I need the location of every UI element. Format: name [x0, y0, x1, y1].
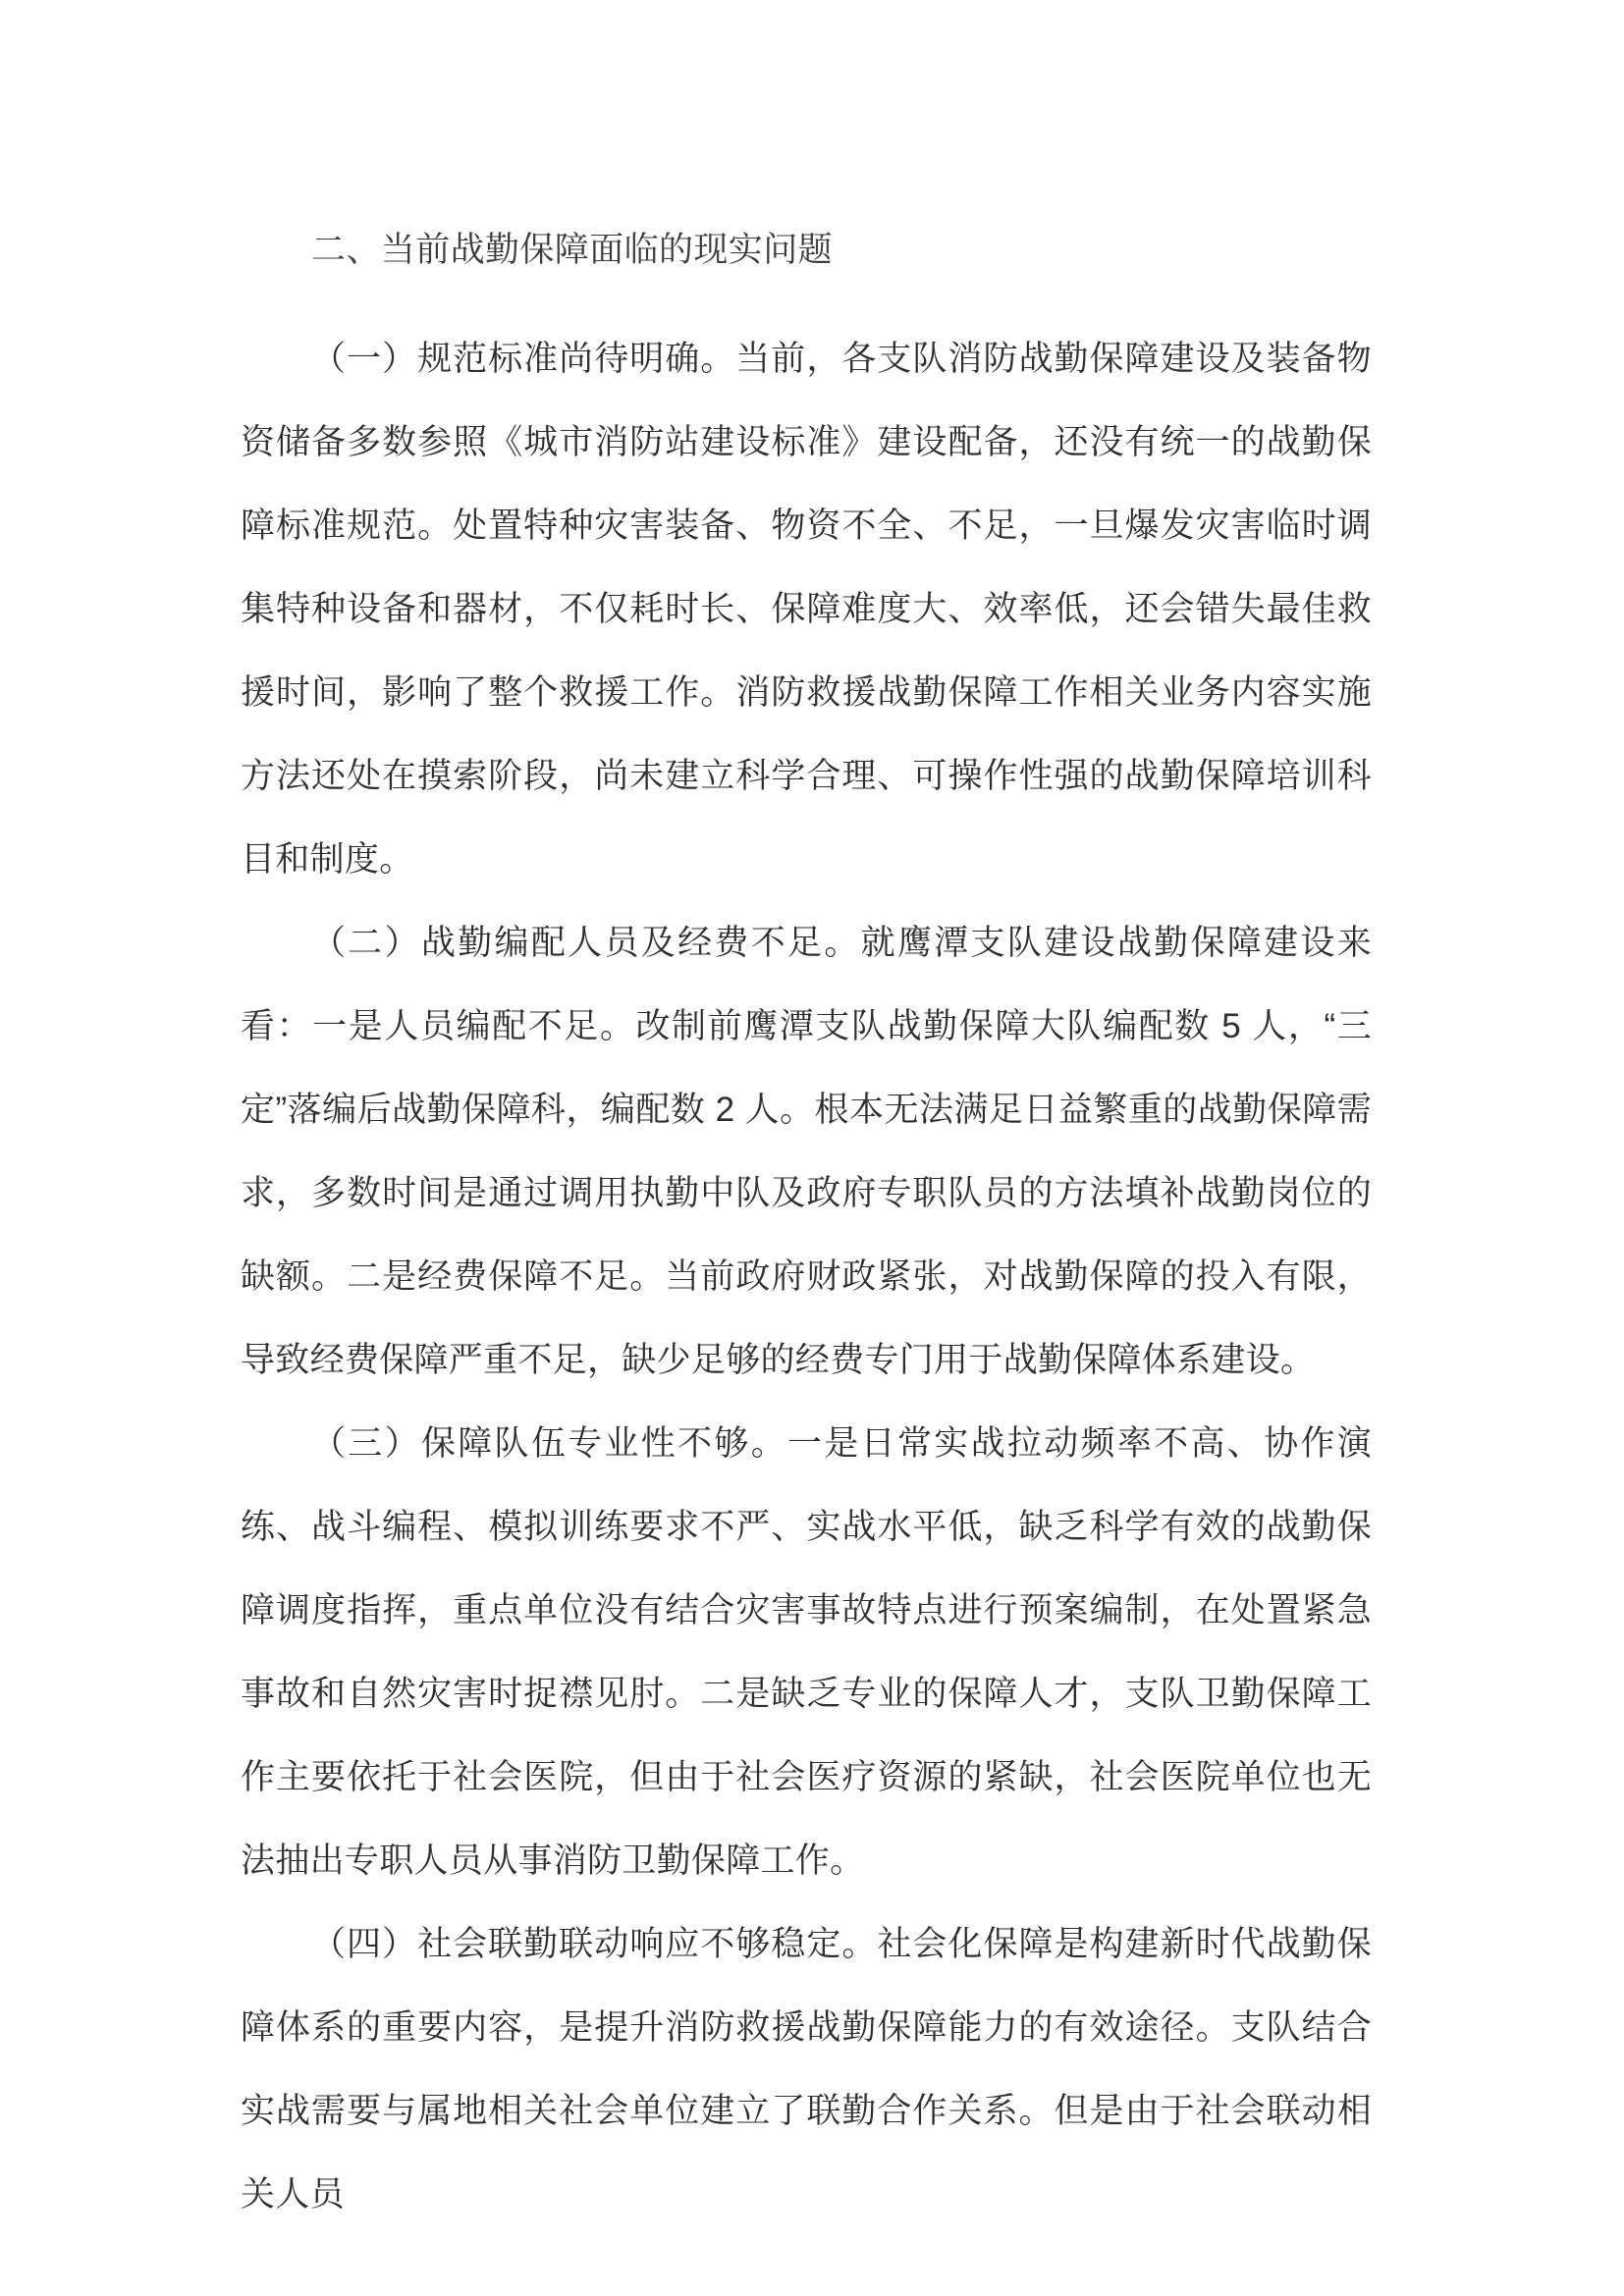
paragraph-1: （一）规范标准尚待明确。当前，各支队消防战勤保障建设及装备物资储备多数参照《城市消防站建设标准》建设配备，还没有统一的战勤保障标准规范。处置特种灾害装备、物资不全、不足，一旦爆发灾害临时调集特种设备和器材，不仅耗时长、保障难度大、效率低，还会错失最佳救援时间，影响了整个救援工作。消防救援战勤保障工作相关业务内容实施方法还处在摸索阶段，尚未建立科学合理、可操作性强的战勤保障培训科目和制度。 [241, 340, 1372, 879]
paragraph-3: （三）保障队伍专业性不够。一是日常实战拉动频率不高、协作演练、战斗编程、模拟训练要求不严、实战水平低，缺乏科学有效的战勤保障调度指挥，重点单位没有结合灾害事故特点进行预案编制，在处置紧急事故和自然灾害时捉襟见肘。二是缺乏专业的保障人才，支队卫勤保障工作主要依托于社会医院，但由于社会医疗资源的紧缺，社会医院单位也无法抽出专职人员从事消防卫勤保障工作。 [241, 1424, 1372, 1880]
paragraph-2: （二）战勤编配人员及经费不足。就鹰潭支队建设战勤保障建设来看：一是人员编配不足。改制前鹰潭支队战勤保障大队编配数 5 人，“三定”落编后战勤保障科，编配数 2 人。根本无法满足日益繁重的战勤保障需求，多数时间是通过调用执勤中队及政府专职队员的方法填补战勤岗位的缺额。二是经费保障不足。当前政府财政紧张，对战勤保障的投入有限，导致经费保障严重不足，缺少足够的经费专门用于战勤保障体系建设。 [241, 924, 1372, 1379]
document-body [241, 221, 1372, 2236]
paragraph-4: （四）社会联勤联动响应不够稳定。社会化保障是构建新时代战勤保障体系的重要内容，是提升消防救援战勤保障能力的有效途径。支队结合实战需要与属地相关社会单位建立了联勤合作关系。但是由于社会联动相关人员 [241, 1925, 1372, 2214]
section-heading: 二、当前战勤保障面临的现实问题 [311, 231, 834, 269]
